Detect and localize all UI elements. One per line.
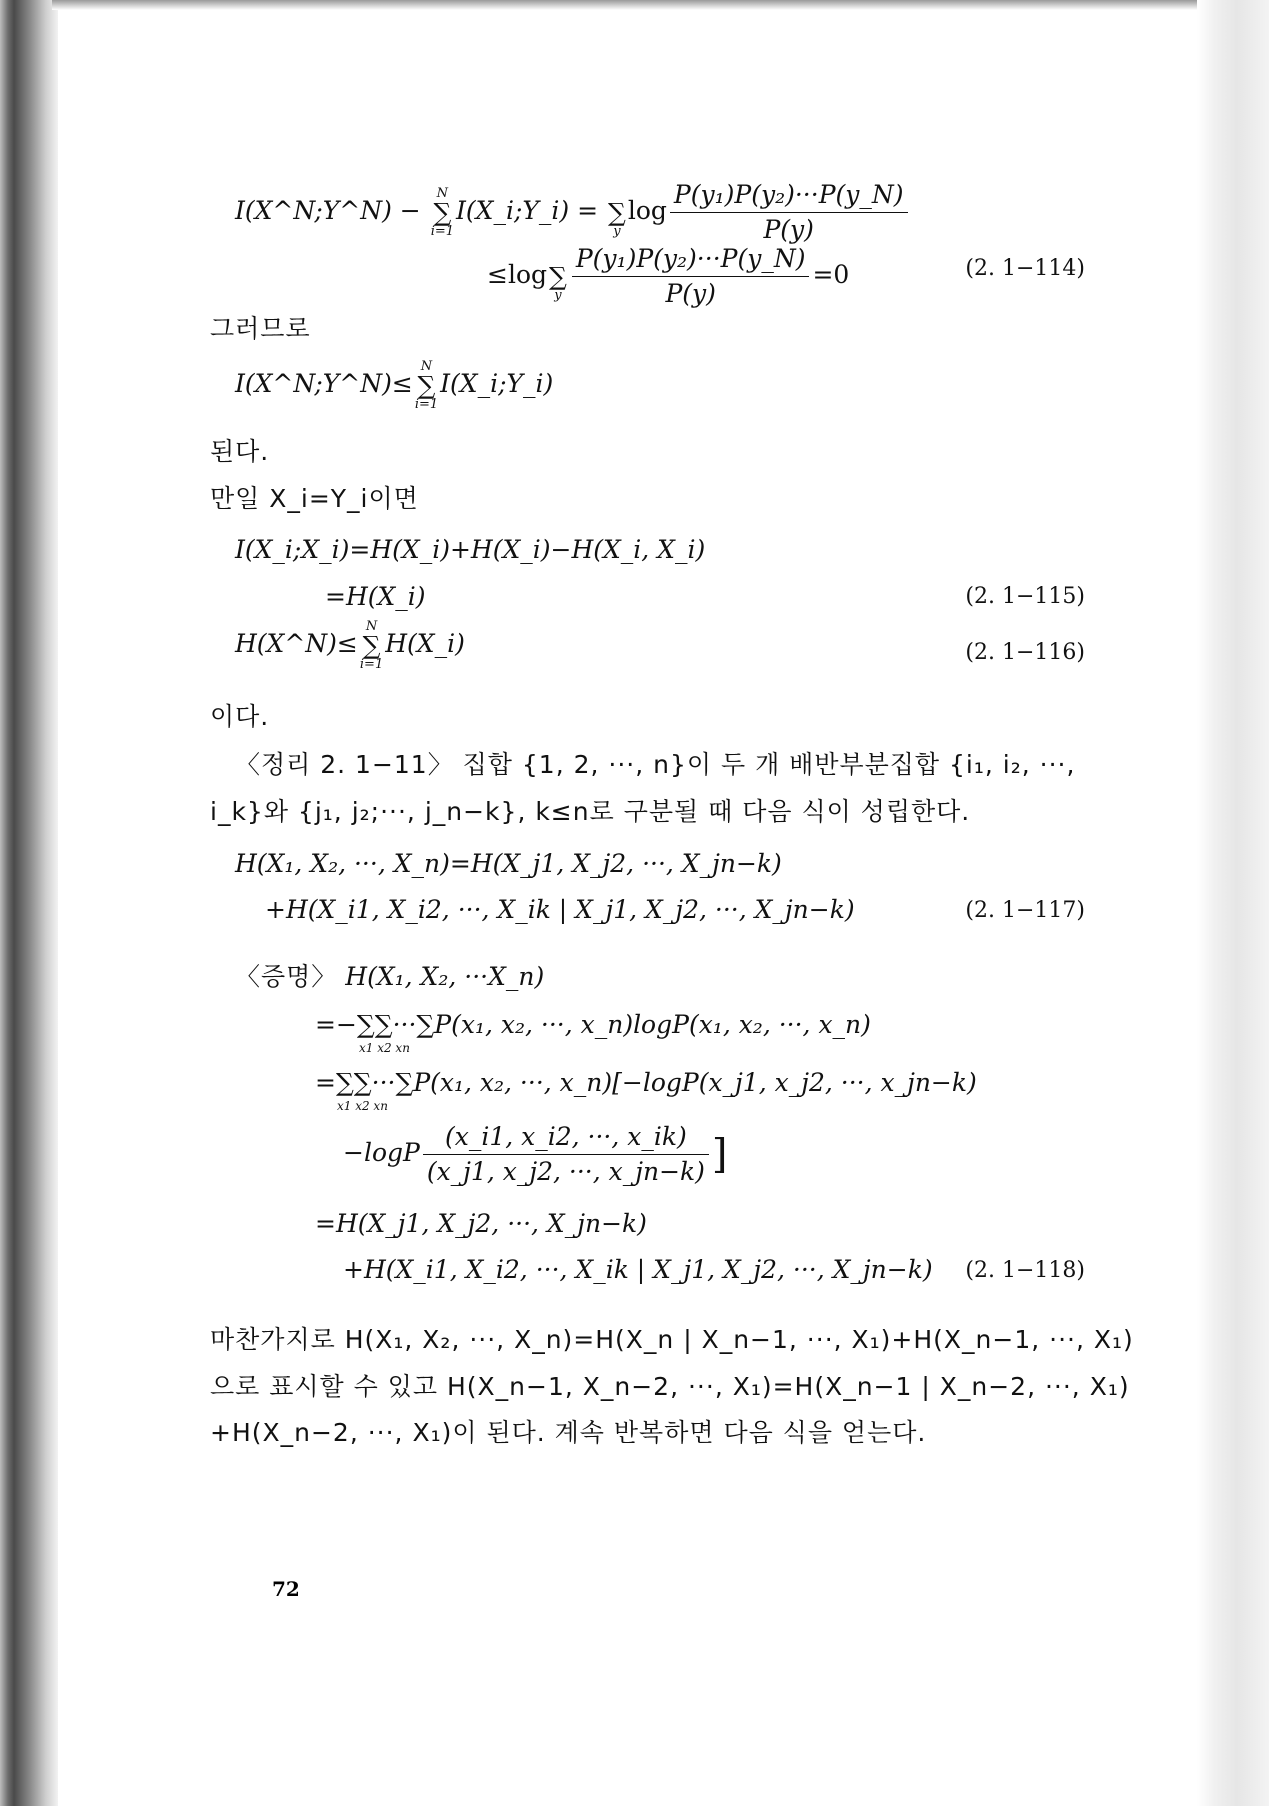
proof-line4-fraction: $\frac{(x\_i1, x\_i2, \cdot\cdot\cdot, x\_ik)}{(x\_j1, x\_j2, \cdot\cdot\cdot, x\_jn-k)}$ — [423, 1120, 709, 1189]
sum-symbol-116: N ∑ i=1 — [359, 619, 384, 672]
text-if-equal: 만일 X_i=Y_i이면 — [210, 484, 419, 513]
proof-line-6: +H(X_i1, X_i2, ···, X_ik | X_j1, X_j2, ···, X_jn−k) — [343, 1255, 933, 1284]
eq114-mid: I(X_i;Y_i) = — [456, 195, 606, 225]
sum-symbol-ineq: N ∑ i=1 — [414, 359, 439, 412]
eq114-fraction-2: $\frac{\text{P(y₁)P(y₂)···P(y\_N)}}{P(y)}$ — [572, 242, 810, 311]
equation-117-line-1: H(X₁, X₂, ···, X_n)=H(X_j1, X_j2, ···, X_jn−k) — [235, 849, 782, 878]
eq114-fraction: $\frac{\text{P(y₁)P(y₂)···P(y\_N)}}{P(y)}$ — [670, 178, 908, 247]
proof-line-3: =∑∑···∑P(x₁, x₂, ···, x_n)[−logP(x_j1, x_j2, ···, x_jn−k) — [315, 1068, 977, 1097]
paragraph-line-1: 마찬가지로 H(X₁, X₂, ···, X_n)=H(X_n | X_n−1, ···, X₁)+H(X_n−1, ···, X₁) — [210, 1325, 1134, 1354]
eq114-lhs: I(X^N;Y^N) − — [235, 195, 429, 225]
sum-symbol-y2: ∑ y — [549, 261, 567, 303]
paragraph-line-2: 으로 표시할 수 있고 H(X_n−1, X_n−2, ···, X₁)=H(X_n−1 | X_n−2, ···, X₁) — [210, 1372, 1130, 1401]
inequality-mutual-info — [235, 360, 553, 411]
proof-entropy: H(X₁, X₂, ···X_n) — [345, 962, 545, 991]
paragraph-line-3: +H(X_n−2, ···, X₁)이 된다. 계속 반복하면 다음 식을 얻는다. — [210, 1418, 927, 1447]
text-is: 이다. — [210, 702, 270, 731]
proof-line-5: =H(X_j1, X_j2, ···, X_jn−k) — [315, 1209, 647, 1238]
proof-line-2-subscripts: x1 x2 xn — [359, 1041, 410, 1055]
theorem-line-2: i_k}와 {j₁, j₂;···, j_n−k}, k≤n로 구분될 때 다음 식이 성립한다. — [210, 797, 971, 826]
eq116-lhs: H(X^N)≤ — [235, 629, 358, 658]
eq116-rhs: H(X_i) — [385, 629, 465, 658]
page-binding-edge — [0, 0, 58, 1806]
equation-116 — [235, 620, 465, 671]
ineq-lhs: I(X^N;Y^N)≤ — [235, 369, 413, 398]
sum-symbol: N ∑ i=1 — [430, 185, 455, 239]
equation-number-118: (2. 1−118) — [965, 1258, 1085, 1283]
page-content — [210, 180, 1134, 1670]
ineq-rhs: I(X_i;Y_i) — [440, 369, 554, 398]
equation-114-line-2 — [487, 242, 849, 311]
text-becomes: 된다. — [210, 437, 270, 466]
equation-115-line-2: =H(X_i) — [325, 582, 426, 611]
proof-line-2: =−∑∑···∑P(x₁, x₂, ···, x_n)logP(x₁, x₂, ···, x_n) — [315, 1010, 871, 1039]
proof-line-4 — [343, 1120, 728, 1189]
eq114-log: log — [627, 195, 667, 225]
page-top-edge — [52, 0, 1212, 10]
equation-117-line-2: +H(X_i1, X_i2, ···, X_ik | X_j1, X_j2, ···, X_jn−k) — [265, 895, 855, 924]
proof-line4-prefix: −logP — [343, 1137, 420, 1167]
equation-number-115: (2. 1−115) — [965, 584, 1085, 609]
equation-number-117: (2. 1−117) — [965, 898, 1085, 923]
equation-number-116: (2. 1−116) — [965, 640, 1085, 665]
equation-number-114: (2. 1−114) — [965, 256, 1085, 281]
closing-bracket: ] — [711, 1131, 728, 1178]
sum-symbol-y: ∑ y — [607, 197, 626, 239]
eq114-line2-prefix: ≤log — [487, 259, 547, 289]
page-right-shadow — [1197, 0, 1269, 1806]
equation-114-line-1 — [235, 178, 911, 247]
text-therefore: 그러므로 — [210, 314, 311, 343]
eq114-line2-suffix: =0 — [812, 259, 850, 289]
page-number: 72 — [272, 1577, 300, 1601]
equation-115-line-1: I(X_i;X_i)=H(X_i)+H(X_i)−H(X_i, X_i) — [235, 535, 706, 564]
theorem-line-1: 〈정리 2. 1−11〉 집합 {1, 2, ···, n}이 두 개 배반부분집합 {i₁, i₂, ···, — [235, 750, 1076, 779]
proof-label: 〈증명〉 — [235, 962, 338, 991]
proof-line-3-subscripts: x1 x2 xn — [337, 1099, 388, 1113]
proof-line-1 — [235, 960, 544, 994]
